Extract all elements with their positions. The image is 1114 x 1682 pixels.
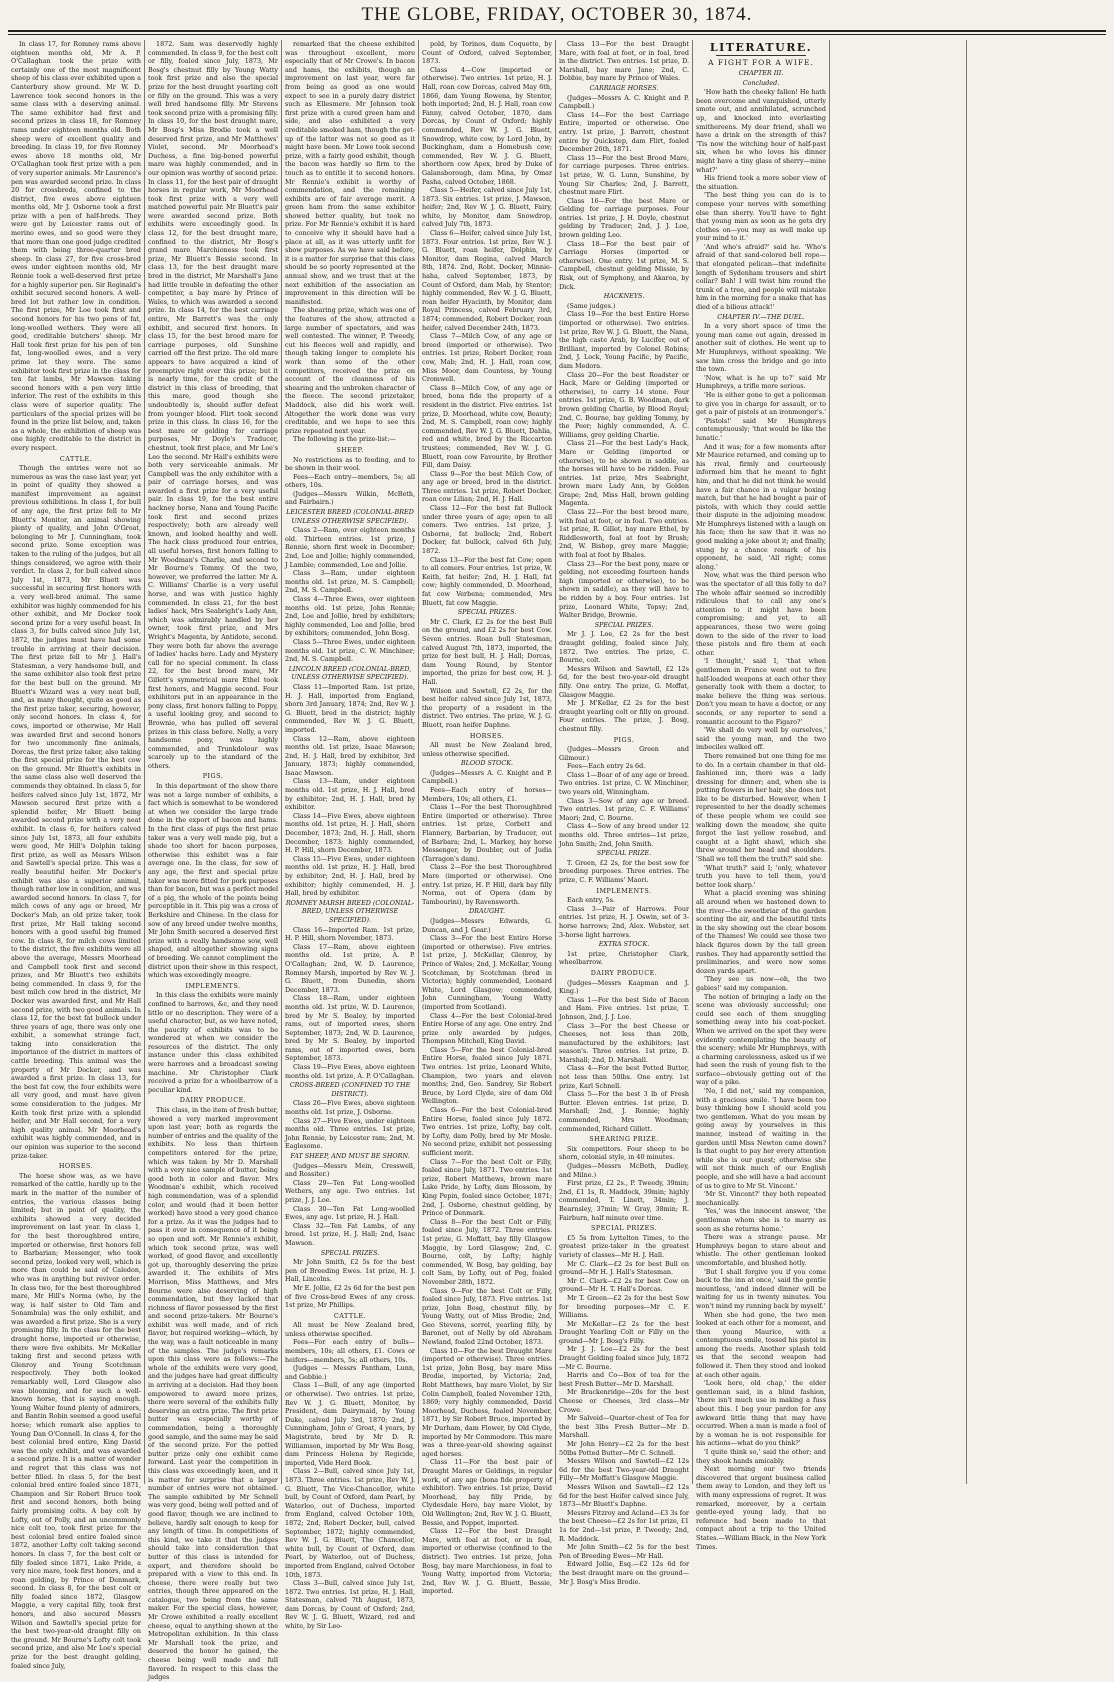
subheading: DRAUGHT. <box>469 907 505 916</box>
paragraph: Class 30—Ten Fat Long-woolled Ewes, any age. 1st prize, H. J. Hall. <box>285 1204 415 1222</box>
subheading: SPECIAL PRIZE. <box>596 849 652 858</box>
paragraph: When she had gone, the two men looked at each other for a moment, and then young Maurice, with a contemptuous smile, tossed his pistol in among the reeds. Another splash told us that the second weapon had followed it. Then they stood and looked at each other again. <box>696 1310 826 1379</box>
paragraph: Class 4—Cow (imported or otherwise). Two entries. 1st prize, H. J. Hall, roan cow Dorcas, calved May 6th, 1866, dam Young Rowena, by Stentor, both imported; 2nd, H. J. Hall, roan cow Fanny, calved October, 1870, dam Dorcas, by Count of Oxford; highly commended, Rev W. J. G. Bluett, Snowdrop, white cow, by Lord John, by Buckingham, dam a Homebush cow; commended, Rev W. J. G. Bluett, shorthorn cow Apex, bred by Duke of Galansborough, dam Mina, by Omar Pasha, calved October, 1868. <box>422 65 552 186</box>
column-5 <box>556 40 693 1586</box>
subheading: FAT SHEEP, AND MUST BE SHORN. <box>290 1152 410 1160</box>
section-heading: IMPLEMENTS. <box>185 981 241 990</box>
paragraph: First prize, £2 2s., P. Tweedy, 39min; 2nd, £1 1s, R. Maddock, 39min; highly commended, T. Linett, 34min; J. Bearnsley, 37min; W. Gray, 38min; R. Fairburn, half minute over time. <box>559 1179 689 1222</box>
paragraph: Class 26—Five Ewes, above eighteen months old. 1st prize, J. Osborne. <box>285 1099 415 1117</box>
paragraph: No restrictions as to feeding, and to be shown in their wool. <box>285 455 415 473</box>
paragraph: Class 19—For the best Entire Horse (imported or otherwise). Two entries. 1st prize, Rev W. J. G. Bluett, the Nana, the high caste Arab, by Lucifer, out of Brilliant, imported by Colonel Robins; 2nd, J. Lock, Young Pacific, by Pacific, dam Medora. <box>559 310 689 370</box>
paragraph: 'But I shall forgive you if you come back to the inn at once,' said the gentle mountless, 'and indeed dinner will be waiting for us in twenty minutes. You won't mind my running back by myself.' <box>696 1267 826 1310</box>
paragraph: Class 9—For the best Colt or Filly, foaled since July, 1873. Five entries. 1st prize, John Bosg, chestnut filly, by Young Watty, out of Miss Brodie; 2nd, Geo Stevens, sorrel, yearling filly, by Baronet, out of Nelly by old Abraham Newland, foaled 22nd October, 1873. <box>422 1286 552 1347</box>
paragraph: Class 13—Ram, under eighteen months old. 1st prize, H. J. Hall, bred by exhibitor; 2nd, H. J. Hall, bred by exhibitor. <box>285 777 415 812</box>
paragraph: Class 16—Imported Ram. 1st prize, H. P. Hill, shorn November, 1873. <box>285 925 415 943</box>
paragraph: 'Mr St. Vincent?' they both repeated mechanically. <box>696 1190 826 1207</box>
paragraph: (Judges—Messrs McBeth, Dudley, and Milne.) <box>559 1162 689 1179</box>
paragraph: remarked that the cheese exhibited was throughout excellent, more especially that of Mr Crowe's. In bacon and hams, the exhibits, though an improvement on last year, were far from being as good as one would expect to see in a purely dairy district such as Ellesmere. Mr Johnson took first prize with a cured green ham and side, and also exhibited a very creditable smoked ham, though the get-up of the latter was not so good as it might have been. Mr Lowe took second prize, with a fairly good exhibit, though the bacon was hardly so firm to the touch as to entitle it to second honors. Mr Rennie's exhibit is worthy of commendation, and the remaining exhibits are of fair average merit. A green ham from the same exhibitor showed better quality, but took no prize. For Mr Rennie's exhibit it is hard to conceive why it should have had a place at all, as it was utterly unfit for show purposes. As we have said before, it is a matter for surprise that this class should be so poorly represented at the annual show, and we trust that at the next exhibition of the association an improvement in this direction will be manifested. <box>285 40 415 306</box>
paragraph: Mr J. J. Loe—£2 2s for the best Draught Gelding foaled since July, 1872—Mr C. Bourne. <box>559 1345 689 1371</box>
paragraph: Class 18—For the best pair of Carriage Horses (imported or otherwise). One entry. 1st prize, M. S. Campbell, chestnut gelding Missie, by Risk, out of Symphony, and Akaroa, by Dick. <box>559 239 689 291</box>
paragraph: (Judges—Messrs Kaapman and J. King.) <box>559 978 689 996</box>
paragraph: Messrs Wilson and Sawtell, £2 12s 6d, for the best two-year-old draught filly. One entry. The prize, G. Moffat, Glasgow Maggie. <box>559 664 689 699</box>
subheading: CARRIAGE HORSES. <box>589 83 659 92</box>
paragraph: Class 3—For the best Entire Horse (imported or otherwise). Five entries. 1st prize, J. McKellar, Glenroy, by Prince of Wales; 2nd, J. McKellar, Young Scotchman, by Scotchman (bred in Victoria); highly commended, Leonard White, Lord Glasgow; commended, John Cunningham, Young Watty (imported from Scotland). <box>422 934 552 1011</box>
title-rule <box>716 55 806 56</box>
paragraph: Mr McKellar—£2 2s for the best Draught Yearling Colt or Filly on the ground—Mr J. Bosg's Filly. <box>559 1319 689 1345</box>
paragraph: Harris and Co—Box of tea for the best Fresh Butter—Mr D. Marshall. <box>559 1371 689 1388</box>
section-heading: DAIRY PRODUCE. <box>590 968 658 977</box>
paragraph: Class 5—For the best 3 lb of Fresh Butter. Eleven entries. 1st prize, D. Marshall; 2nd, J. Rennie; highly commended, Mrs Woodman; commended, Richard Gillett. <box>559 1090 689 1133</box>
paragraph: Class 2—Ram, over eighteen months old. Thirteen entries. 1st prize, J Rennie, shorn first week in December; 2nd, Loe and Jollie; highly commended, J Lambie; commended, Loe and Jollie. <box>285 526 415 569</box>
paragraph: Class 5—For the best Colonial-bred Entire Horse, foaled since July 1871. Two entries. 1st prize, Leonard White, Champion, two years and eleven months; 2nd, Geo. Sandrey, Sir Robert Bruce, by Lord Clyde, sire of dam Old Wellington. <box>422 1045 552 1106</box>
paragraph: Messrs Wilson and Sawtell—£2 12s 6d for the best Heifer calved since July, 1873—Mr Bluett's Daphne. <box>559 1482 689 1509</box>
paragraph: Class 12—For the best fat Bullock under three years of age; open to all comers. Two entries. 1st prize, J. Osborne, fat bullock; 2nd, Robert Docker, fat bullock, calved 6th July, 1872. <box>422 504 552 556</box>
paragraph: Class 3—Pair of Harrows. Four entries. 1st prize, H. J. Oswin, set of 3-horse harrows; 2nd, Alex. Webster, set 3-horse light harrows. <box>559 904 689 939</box>
paragraph: (Judges—Messrs Edwards, G. Duncan, and J. Gear.) <box>422 916 552 934</box>
paragraph: Messrs Wilson and Sawtell—£2 12s 6d for the best Two-year-old Draught Filly—Mr Moffatt's Glasgow Maggie. <box>559 1457 689 1483</box>
paragraph: In this class the exhibits were mainly confined to harrows, &c, and they need little or no description. They were of a useful character, but, as we have noted, the paucity of exhibits was to be wondered at when we consider the resources of the district. The only instance under this class exhibited were harrows and a broadcast sowing machine. Mr Christopher Clark received a prize for a wheelbarrow of a peculiar kind. <box>148 991 278 1094</box>
paragraph: Class 2—Bull, calved since July 1st, 1873. Three entries. 1st prize, Rev W. J. G. Bluett, The Vice-Chancellor, white bull, by Count of Oxford, dam Pearl, by Waterloo, out of Duchess, imported from England, calved October 10th, 1872; 2nd, Robert Docker, bull, calved September, 1872; highly commended, Rev W. J. G. Bluett, The Chancellor, white bull, by Count of Oxford, dam Pearl, by Waterloo, out of Duchess, imported from England, calved October 10th, 1873. <box>285 1467 415 1579</box>
paragraph: Fees—Each entry of horses—Members, 10s; all others, £1. <box>422 786 552 803</box>
subheading: BLOOD STOCK. <box>460 759 514 768</box>
paragraph: In this department of the show there was not a large number of exhibits, a fact which is somewhat to be wondered at when we consider the large trade done in the export of bacon and hams. In the first class of pigs the first prize taker was a very well made pig, but a shade too short for bacon purposes, otherwise this exhibit was a fair average one. In the class, for sow of any age, the first and special prize taker was more fitted for pork purposes than for bacon, but was a perfect model of a pig, the whole of the points being perceptible in it. This pig was a cross of Berkshire and Chinese. In the class for sow of any breed under twelve months, Mr John Smith secured a deserved first prize with a really handsome sow, well shaped, and altogether showing signs of breeding. We cannot compliment the district upon their show in this respect, which was exceedingly meagre. <box>148 782 278 980</box>
paragraph: 'Pistols!' said Mr Humphreys contemptuously; 'that would be like the lunatic.' <box>696 416 826 442</box>
paragraph: 1872. Sam was deservedly highly commended. In class 9, for the best colt or filly, foaled since July, 1873, Mr Bosg's chestnut filly by Young Watty took first prize and also the special prize for the best draught yearling colt or filly on the ground. This was a very well bred handsome filly. Mr Stevens took second prize with a promising filly. In class 10, for the best draught mare, Mr Bosg's Miss Brodie took a well deserved first prize, and Mr Matthews' Violet, second. Mr Moorhead's Duchess, a fine big-boned powerful mare was highly commended, and in our opinion was worthy of second prize. In class 11, for the best pair of draught horses in regular work, Mr Moorhead took first prize with a very well matched powerful pair. Mr Bluett's pair were awarded second prize. Both exhibits were exceedingly good. In class 12, for the best draught mare, confined to the district, Mr Bosg's grand mare Marchioness took first prize, Mr Bluett's Bessie second. In class 13, for the best draught mare bred in the district, Mr Marshall's Jane had little trouble in defeating the other competitor, a bay mare by Prince of Wales, to which was awarded a second prize. In class 14, for the best carriage entire, Mr Barrett's was the only exhibit, and secured first honors. In class 15, for the best brood mare for carriage purposes, old Sunshine carried off the first prize. The old mare appears to have acquired a kind of preemptive right over this prize; but it is nearly time, for the credit of the district in this class of breeding, that this mare, good though she undoubtedly is, should suffer defeat from younger blood. Flirt took second prize in this class. In class 16, for the best mare or gelding for carriage purposes, Mr Doyle's Traducer, chestnut, took first place, and Mr Loe's Leo the second. Mr Hall's exhibits were both very serviceable animals. Mr Campbell was the only exhibitor with a pair of carriage horses, and was awarded a first prize for a very useful pair. In class 19, for the best entire hackney horse, Nana and Young Pacific took first and second prizes respectively; both are already well known, and looked healthy and well. The hack class produced four entries, all useful horses, first honors falling to Mr Woodman's Charlie, and second to Mr Bourne's Tommy. Of the two, however, we preferred the latter. Mr A. C. Williams' Charlie is a very useful horse, and was with justice highly commended. In class 21, for the best ladies' hack, Mrs Seabright's Lady Ann, which was admirably handled by her owner, took first prize, and Mrs Wright's Magenta, by Antidote, second. They were both far above the average of ladies' hacks here. Lady and Mystery call for no special comment. In class 22, for the best brood mare, Mr Gillett's symmetrical mare Ethel took first honors, and Maggie second. Four exhibitors put in an appearance in the pony class, first honors falling to Poppy, a useful looking grey, and second to Brownie, who has pulled off several prizes in this class before. Nelly, a very handsome pony, was highly commended, and Trunkdolour was scarcely up to the standard of the others. <box>148 40 278 770</box>
paragraph: Class 1—Boar of of any age or breed. Two entries. 1st prize, C. W. Minchiner, two years old, Winningham. <box>559 770 689 797</box>
column-1 <box>8 40 145 1670</box>
paragraph: Next morning our two friends discovered that urgent business called them away to London, and they left us with many expressions of regret. It was remarked, moreover, by a certain gentle-eyed young lady, that no reference had been made to that compact about a trip to the United States.—William Black, in the New York Times. <box>696 1465 826 1551</box>
subheading: EXTRA STOCK. <box>598 940 650 949</box>
paragraph: Class 18—Ram, under eighteen months old. 1st prize, W. D. Laurence, bred by Mr S. Bealey, by imported rams, out of imported ewes, shorn September, 1873; 2nd, W. D. Laurence, bred by Mr S. Bealey, by imported rams, out of imported ewes, born September, 1873. <box>285 994 415 1063</box>
paragraph: Mr J. J. Loe, £2 2s for the best draught gelding, foaled since July, 1872. Two entries. The prize, C. Bourne, colt. <box>559 630 689 665</box>
section-heading: CATTLE. <box>333 1311 367 1320</box>
subheading: CHAPTER III. <box>738 69 784 77</box>
paragraph: Class 3—For the best Cheese or Cheeses, not less than 20lb, manufactured by the exhibitors; last season's. Three entries. 1st prize, D. Marshall; 2nd, D. Marshall. <box>559 1021 689 1064</box>
paragraph: Class 19—Five Ewes, above eighteen months old. 1st prize, A. P. O'Callaghan. <box>285 1063 415 1080</box>
paragraph: (Judges—Messrs Wilkin, McBeth, and Fairbairn.) <box>285 489 415 507</box>
paragraph: Class 14—For the best Carriage Entire, imported or otherwise. One entry. 1st prize, J. Barrett, chestnut entire by Quickstep, dam Flirt, foaled December 26th, 1871. <box>559 110 689 154</box>
paragraph: Wilson and Sawtell, £2 2s, for the best heifer calved since July 1st, 1873, the property of a resident in the district. Two entries. The prize, W. J. G. Bluett, roan heifer Daphne. <box>422 686 552 729</box>
paragraph: His friend took a more sober view of the situation. <box>696 174 826 191</box>
subheading: HACKNEYS. <box>603 292 645 301</box>
section-heading: SHEEP. <box>336 445 364 454</box>
paragraph: Class 22—For the best brood mare, with foal at foot, or in foal. Two entries. 1st prize, R. Gillet, bay mare Ethel, by Riddlesworth, foal at foot by Brush; 2nd, W. Bishop, grey mare Maggie; with foal at foot by Bhales. <box>559 508 689 560</box>
paragraph: pold, by Torinos, dam Coquette, by Count of Oxford, calved September, 1873. <box>422 40 552 66</box>
paragraph: Class 3—Ram, under eighteen months old. 1st prize, M. S. Campbell; 2nd, M. S. Campbell. <box>285 569 415 595</box>
paragraph: Class 20—For the best Roadster or Hack, Mare or Gelding (imported or otherwise), to carry 14 stone. Four entries. 1st prize, G. B. Woodman, dark brown gelding Charlie, by Blood Royal; 2nd, C. Bourne, bay gelding Tommy, by the Peer; highly commended, A. C. Williams, grey gelding Charlie. <box>559 370 689 439</box>
paragraph: Mr J. M'Kellar, £2 2s for the best draught yearling colt or filly on ground. Four entries. The prize, J. Bosg, chestnut filly. <box>559 699 689 733</box>
paragraph: All must be New Zealand bred, unless otherwise specified. <box>285 1321 415 1338</box>
paragraph: Six competitors. Four sheep to be shorn, colonial style, in 40 minutes. <box>559 1144 689 1162</box>
subheading: SPECIAL PRIZES. <box>457 608 517 617</box>
paragraph: Mr John Smith—£2 5s for the best Pen of Breeding Ewes—Mr Hall. <box>559 1543 689 1560</box>
paragraph: Class 3—Sow of any age or breed. Two entries. 1st prize, C. F. Williams' Maori; 2nd, C. Bourne. <box>559 796 689 822</box>
paragraph: £5 5s from Lyttelton Times, to the greatest prize-taker in the greatest variety of classes—Mr H. J. Hall. <box>559 1233 689 1259</box>
column-7 <box>830 40 967 1484</box>
paragraph: Mr John Smith, £2 5s for the best pen of Breeding Ewes. 1st prize, H. J. Hall, Lincolns. <box>285 1258 415 1284</box>
paragraph: All must be New Zealand bred, unless otherwise specified. <box>422 741 552 758</box>
paragraph: Mr C. Clark—£2 2s for best Bull on ground—Mr H. J. Hall's Statesman. <box>559 1259 689 1277</box>
column-8 <box>967 40 1104 1484</box>
paragraph: 'We shall do very well by ourselves,' said the young man, and the two imbeciles walked off. <box>696 726 826 752</box>
paragraph: Class 6—Heifer, calved since July 1st, 1873. Four entries. 1st prize, Rev W. J. G. Bluett, roan heifer, Dolphin, by Monitor, dam Regina, calved March 8th, 1874. 2nd, Robt. Docker, Minnie-haha, calved September, 1873, by Count of Oxford, dam Mab, by Stentor; highly commended, Rev W. J. G. Bluett, roan heifer Hyacinth, by Monitor, dam Royal Princess, calved February 3rd, 1874; commended, Robert Docker, roan heifer, calved December 24th, 1873. <box>422 229 552 332</box>
paragraph: Class 9—For the best Milch Cow, of any age or breed, bred in the district. Three entries. 1st prize, Robert Docker, roan cow Lilian; 2nd, H. J. Hall. <box>422 469 552 504</box>
column-2 <box>145 40 282 1682</box>
paragraph: The horse show was, as we have remarked of the cattle, hardly up to the mark in the matter of the number of entries, the various classes being limited; but in point of quality, the exhibits showed a very decided improvement on last year. In class 1, for the best thoroughbred entire, imported or otherwise, first honors fell to Barbarian; Messenger, who took second prize, looked very well, which is more than could be said of Caledon, who was in anything but revivor order. In class two, for the best thoroughbred mare, Mr Hill's Norma (who, by the way, is half sister to Old Tam and Sonambula) was the only exhibit, and was awarded a first prize. She is a very promising filly. In the class for the best draught horse, imported or otherwise, there were five exhibits. Mr McKellar taking first and second prizes with Glenroy and Young Scotchman respectively. They both looked remarkably well, Lord Glasgow also was blooming, and for such a well-known horse, that is saying enough. Young Walter found plenty of admirers, and Bantin Robin seemed a good useful horse; which remark also applies to Young Dan O'Connell. In class 4, for the best colonial bred entire, King David was the only exhibit, and was awarded a second prize. It is a matter of wonder and regret that this class was not better filled. In class 5, for the best colonial bred entire foaled since 1871, Champion and Sir Robert Bruce took first and second honors, both being fairly promising colts. A bay colt by Lofty, out of Polly, and an uncommonly nice colt too, took first prize for the best colonial bred entire foaled since 1872, another Lofty colt taking second honors. In class 7, for the best colt or filly foaled since 1871, Lake Pride, a very nice mare, took first honors, and a roan gelding, by Prince of Denmark, second. In class 8, for the best colt or filly foaled since 1872, Glasgow Maggie, a very capital filly, took first honors, and also secured Messrs Wilson and Sawtell's special prize for the best two-year-old draught filly on the ground. Mr Bourne's Lofty colt took second prize, and also Mr Loe's special prize for the best draught gelding, foaled since July, <box>11 1171 141 1670</box>
paragraph: Class 6—For the best Colonial-bred Entire Horse, foaled since July 1872. Two entries. 1st prize, Lofty, bay colt, by Lofty, dam Polly, bred by Mr Mosle. No second prize, exhibit not possessing sufficient merit. <box>422 1106 552 1157</box>
paragraph: Class 5—Heifer, calved since July 1st, 1873. Six entries. 1st prize, J. Mawson, heifer; 2nd, Rev W. J. G. Bluett, Fairy, white, by Monitor, dam Snowdrop, calved July 7th, 1873. <box>422 186 552 229</box>
paragraph: Mr John Henry—£2 2s for the best 50lbs Potted Butter—Mr C. Schnell. <box>559 1440 689 1457</box>
subheading: CHAPTER IV.—THE DUEL. <box>717 312 805 321</box>
paragraph: Fees—Each entry—members, 5s; all others, 10s. <box>285 472 415 490</box>
paragraph: Class 21—For the best Lady's Hack, Mare or Gelding (imported or otherwise), to be shown in saddle, as the horses will have to be ridden. Four entries. 1st prize, Mrs Seabright, brown mare Lady Ann, by Golden Grape; 2nd, Miss Hall, brown gelding Magenta. <box>559 439 689 508</box>
paragraph: Class 14—Five Ewes, above eighteen months old. 1st prize, H. J. Hall, shorn December, 1873; 2nd, H. J. Hall, shorn December, 1873; highly commended, H. P. Hill, shorn December, 1873. <box>285 811 415 855</box>
paragraph: Though the entries were not so numerous as was the case last year, yet in point of quality they showed a manifest improvement as against previous exhibitions. In class 1, for bull of any age, the first prize fell to Mr Bluett's Monitor, an animal showing plenty of quality, and John O'Groat, belonging to Mr J. Cunningham, took second prize. Some exception was taken to the ruling of the judges, but all things considered, we agree with their verdict. In class 2, for bull calved since July 1st, 1873, Mr Bluett was successful in securing first honors with a very well-bred animal. The same exhibitor was highly commended for his other exhibit, and Mr Docker took second prize for a very useful beast. In class 3, for bulls calved since July 1st, 1872, the judges must have had some trouble in arriving at their decision. The first prize fell to Mr J. Hall's Statesman, a very handsome bull, and the same exhibitor also took first prize for the best bull on the ground. Mr Bluett's Wizard was a very neat bull, and, as many thought, quite as good as the first prize taker, securing, however, only second honors. In class 4, for cows, imported or otherwise, Mr Hall was awarded first and second honors for two uncommonly fine animals, Dorcas, the first prize taker, also taking the first special prize for the best cow on the ground. Mr Bluett's exhibits in the same class also well deserved the commends they obtained. In class 5, for heifers calved since July 1st, 1872, Mr Mawson secured first prize with a splendid heifer, Mr Bluett being awarded second prize with a very neat exhibit. In class 6, for heifers calved since July 1st, 1873, all four exhibits were good, Mr Hill's Dolphin taking first prize, as well as Messrs Wilson and Sawtell's special prize. This was a really beautiful heifer. Mr Docker's exhibit was also a superior animal, though rather low in condition, and was awarded second honors. In class 7, for milch cows of any age or breed, Mr Docker's Mab, an old prize taker, took first prize, Mr Hall taking second honors with a good useful big framed cow. In class 8, for milch cows limited to the district, the five exhibits were all above the average, Messrs Moorhead and Campbell took first and second prizes, and Mr Bluett's two exhibits being commended. In class 9, for the best milch cow bred in the district, Mr Docker was awarded first, and Mr Hall second prize, with two good animals. In class 12, for the best fat bullock under three years of age, there was only one exhibit, a somewhat strange fact, taking into consideration the importance of the district in matters of cattle breeding. This animal was the property of Mr Docker, and was awarded a first prize. In class 13, for the best fat cow, the four exhibits were all very good, and must have given some consideration to the judges. Mr Keith took first prize with a splendid heifer, and Mr Hall second, for a very high quality animal. Mr Moorhead's exhibit was highly commended, and in our opinion was superior to the second prize-taker. <box>11 464 142 1160</box>
paragraph: 'Yes,' was the innocent answer, 'the gentleman whom she is to marry as soon as she returns home.' <box>696 1207 826 1233</box>
section-heading: DAIRY PRODUCE. <box>179 1096 247 1105</box>
paragraph: Class 1—Bull, of any age (imported or otherwise). Two entries. 1st prize, Rev W. J. G. Bluett, Monitor, by President, dam Dairymaid, by Young Duke, calved July 3rd, 1870; 2nd, J. Cunningham, John o' Groat, 4 years, by Magistrate, bred by Mr D. R. Williamson, imported by Mr Wm Bosg, dam Princess Helena by Regicide, imported, Vide Herd Book. <box>285 1381 415 1467</box>
paragraph: Class 12—Ram, above eighteen months old. 1st prize, Isaac Mawson; 2nd, H. J. Hall, bred by exhibitor, 3rd January, 1873; highly commended, Isaac Mawson. <box>285 734 415 777</box>
subheading: SPECIAL PRIZES. <box>594 620 654 629</box>
paragraph: Mr Brackenridge—20s for the best Cheese or Cheeses, 3rd class—Mr Crowe. <box>559 1388 689 1414</box>
paragraph: Mr Salveid—Quarter-chest of Tea for the best 3lbs Fresh Butter—Mr D. Marshall. <box>559 1414 689 1440</box>
paragraph: Class 4—For the best Colonial-bred Entire Horse of any age. One entry. 2nd prize only awarded by judges, Thompson Mitchell, King David. <box>422 1011 552 1046</box>
paragraph: Class 1—For the best Side of Bacon and Ham. Five entries. 1st prize, T. Johnson, 2nd, J. J. Loe. <box>559 995 689 1021</box>
paragraph: 'No, I did not,' said my companion, with a gracious smile. 'I have been too busy thinking how I should scold you two gentlemen. What do you mean by going away by yourselves in this manner, instead of waiting in the garden until Miss Newton came down? Is that ought to pay her every attention while she is our guest; otherwise she will not think much of our English people, and she will have a bad account of us to give to Mr St. Vincent.' <box>696 1087 826 1190</box>
section-title: LITERATURE. <box>709 41 813 54</box>
paragraph: Mr C. Clark, £2 2s for the best Bull on the ground, and £2 2s for best Cow. Seven entries. Roan bull Statesman, calved August 7th, 1873, imported, the prize for best bull, H. J. Hall; Dorcas, dam Young Round, by Stentor imported, the prize for best cow, H. J. Hall. <box>422 617 552 686</box>
paragraph: Class 29—Ten Fat Long-woolled Wethers, any age. Two entries. 1st prize, J. J. Loe. <box>285 1178 415 1204</box>
paragraph: Messrs Fitzroy and Acland—£3 3s for the best Cheese—£2 2s for 1st prize, £1 1s for 2nd—1st prize, P. Tweedy; 2nd, R. Maddock. <box>559 1508 689 1543</box>
paragraph: The shearing prize, which was one of the features of the show, attracted a large number of spectators, and was well contested. The winner, P. Tweedy, cut his fleeces well and rapidly, and though taking longer to complete his work than some of the other competitors, received the prize on account of the cleanness of his shearing and the unbroken character of the fleece. The second prizetaker, Maddock, also did his work well. Altogether the work done was very creditable, and we hope to see this prize repeated next year. <box>285 306 415 435</box>
paragraph: 'I quite think so,' said the other; and they shook hands amicably. <box>696 1448 826 1465</box>
paragraph: Class 13—For the best Draught Mare, with foal at foot, or in foal, bred in the district. Two entries. 1st prize, D. Marshall, bay mare Jane; 2nd, C. Dobbie, bay mare by Prince of Wales. <box>559 40 689 83</box>
paragraph: Class 4—For the best Potted Butter, not less than 50lbs. One entry. 1st prize, Karl Schnell. <box>559 1064 689 1090</box>
paragraph: 'What truth?' said I; 'only, whatever truth you have to tell them, you'd better look sharp.' <box>696 863 826 889</box>
paragraph: Class 32—Ten Fat Lambs, of any breed. 1st prize, H. J. Hall; 2nd, Isaac Mawson. <box>285 1221 415 1247</box>
paragraph: Class 11—Imported Ram. 1st prize, H. J. Hall, imported from England, shorn 3rd January, 1874; 2nd, Rev W. J. G. Bluett, bred in the district; highly commended, Rev W. J. G. Bluett, imported. <box>285 682 415 734</box>
paragraph: 'He is either gone to get a policeman to give you in charge for assault, or to get a pair of pistols at an ironmonger's.' <box>696 390 826 417</box>
page-columns <box>8 40 1106 1682</box>
paragraph: Class 12—For the best Draught Mare, with foal at foot, or in foal, imported or otherwise (confined to the district). Two entries. 1st prize, John Bosg, bay mare Marchioness, in foal to Young Watty, imported from Victoria; 2nd, Rev W. J. G. Bluett, Bessie, imported. <box>422 1527 552 1596</box>
paragraph: T. Green, £2 2s, for the best sow for breeding purposes. Three entries. The prize, C. F. Williams' Maori. <box>559 858 689 884</box>
story-title: A FIGHT FOR A WIFE. <box>708 58 814 67</box>
paragraph: 'How hath the cheeky fallen! He hath been overcome and vanquished, utterly smote out, and annihilated, scrunched up, and knocked into everlasting smithereens. My dear friend, shall we have a drink on the strength of this? 'Tis now the witching hour of half-past six, when he who loves his dinner might have a tiny glass of sherry—mine what?' <box>696 88 826 174</box>
section-heading: CATTLE. <box>59 454 93 463</box>
paragraph: And it was; for a few moments after Mr Maurice returned, and coming up to his rival, firmly and courteously informed him that he meant to fight him, and that he did not think he would have a fair chance in a vulgar boxing match, but that he had bought a pair of pistols, with which they could settle their dispute in the adjoining meadow. Mr Humphreys listened with a laugh on his face; then he saw that it was no good making a joke about it; and finally, stung by a chance remark of his opponent, he said, 'All right; come along.' <box>696 442 826 571</box>
paragraph: 'They see us now—oh, the two gabies!' said my companion. <box>696 975 826 992</box>
paragraph: 'Now, what is he up to?' said Mr Humphreys, a trifle more serious. <box>696 373 826 391</box>
paragraph: Class 8—Milch Cow, of any age or breed, bona fide the property of a resident in the district. Five entries. 1st prize, D. Moorhead, white cow, Beauty; 2nd, M. S. Campbell, roan cow; highly commended, Rev W. J. G. Bluett, Dahlia, red and white, bred by the Riccarton trustees; commended, Rev W. J. G. Bluett, roan cow Favourite, by Brother Fill, dam Daisy. <box>422 383 552 470</box>
paragraph: 'Look here, old chap,' the elder gentleman said, in a blind fashion, 'there isn't much use in making a fuss about this. I beg your pardon for any awkward little thing that may have occurred. When a man is made a fool of by a woman he is not responsible for his actions—what do you think?' <box>696 1379 826 1448</box>
paragraph: Class 2—For the best Thoroughbred Mare (imported or otherwise). One entry. 1st prize, H. P. Hill, dark bay filly Norma, out of Opera (dam by Tambourini), by Ravensworth. <box>422 863 552 906</box>
section-heading: PIGS. <box>613 735 635 744</box>
paragraph: Class 11—For the best pair of Draught Mares or Geldings, in regular work, of any age (bona fide property of exhibitor). Two entries. 1st prize, David Moorhead, bay filly Pride, by Clydesdale Hero, bay mare Violet, by Old Wellington; 2nd, Rev W. J. G. Bluett, Bessie, and Poppet, imported. <box>422 1458 552 1527</box>
paragraph: There was a strange pause. Mr Humphreys began to stare about and whistle. The other gentleman looked uncomfortable, and blushed hotly. <box>696 1233 826 1267</box>
paragraph: (Same judges.) <box>567 301 616 310</box>
section-heading: HORSES. <box>58 1162 94 1171</box>
paragraph: The following is the prize-list:— <box>293 435 396 444</box>
paragraph: 1st prize, Christopher Clark, wheelbarrow. <box>559 949 689 967</box>
subheading: LEICESTER BREED (COLONIAL-BRED UNLESS OTHERWISE SPECIFIED). <box>286 508 414 525</box>
section-heading: PIGS. <box>202 772 224 781</box>
paragraph: Edward Jollie, Esq.—£2 12s 6d for the best draught mare on the ground—Mr J. Bosg's Miss Brodie. <box>559 1560 689 1586</box>
subheading: Concluded. <box>742 78 780 87</box>
paragraph: Now, what was the third person who was the spectator of all this folly to do? The whole affair seemed so incredibly ridiculous that to call any one's attention to it might have been compromising; and yet, to all appearances, these two were going down to the side of the river to load these pistols and fire them at each other. <box>696 571 826 657</box>
paragraph: Fees—For each entry of bulls—members, 10s; all others, £1. Cows or heifers—members, 5s; all others, 10s. <box>285 1338 415 1364</box>
paragraph: (Judges—Messrs Mein, Cresswell, and Rossiter.) <box>285 1161 415 1179</box>
paragraph: Class 7—For the best Colt or Filly, foaled since July, 1871. Two entries. 1st prize, Robert Matthews, brown mare Lake Pride, by Lofty, dam Blossom, by King Pepin, foaled since October, 1871; 2nd, J. Osborne, chestnut gelding, by Prince of Denmark. <box>422 1157 552 1218</box>
paragraph: Class 7—Milch Cow, of any age or breed (imported or otherwise). Two entries. 1st prize, Robert Docker, roan cow, Mab; 2nd, H. J. Hall, roan cow, Miss Moor, dam Countess, by Young Cromwell. <box>422 332 552 384</box>
paragraph: Class 4—Three Ewes, over eighteen months old. 1st prize, John Rennie; 2nd, Loe and Jollie, bred by exhibitors; highly commended, Loe and Jollie, bred by exhibitors; commended, John Bosg. <box>285 595 415 638</box>
paragraph: Each entry, 5s. <box>567 896 615 905</box>
paragraph: Class 15—Five Ewes, under eighteen months old. 1st prize, H. J. Hall, bred by exhibitor; 2nd, H. J. Hall, bred by exhibitor; highly commended, H. J. Hall, bred by exhibitor. <box>285 854 415 898</box>
paragraph: Class 4—Sow of any breed under 12 months old. Three entries—1st prize, John Smith; 2nd, John Smith. <box>559 822 689 848</box>
paragraph: Class 3—Bull, calved since July 1st, 1872. Two entries. 1st prize, H. J. Hall, Statesman, calved 7th August, 1873, dam Dorcas, by Count of Oxford; 2nd, Rev W. J. G. Bluett, Wizard, red and white, by Sir Leo- <box>285 1579 415 1631</box>
paragraph: This class, in the item of fresh butter, showed a very marked improvement upon last year; both as regards the number of entries and the quality of the exhibits. No less than thirteen competitors entered for the prize, which was taken by Mr D. Marshall with a very nice sample of butter, being good both in color and flavor. Mrs Woodman's exhibit, which received high commendation, was of a splendid color, and would (had it been better worked) have stood a very good chance for a prize. As it was the judges had to pass it over in consequence of it being so open and soft. Mr Rennie's exhibit, which took second prize, was well worked, of good flavor, and excellently got up, thoroughly deserving the prize awarded it. The exhibits of Mrs Morrison, Miss Matthews, and Mrs Bourne were also deserving of high commendation, but they lacked that richness of flavor possessed by the first and second prize-takers. Mr Bourne's exhibit was well made, and of rich flavor, but required working—which, by the way, was a fault noticeable in many of the samples. The judge's remarks upon this class were as follows:—The whole of the exhibits were very good, and the judges have had great difficulty in arriving at a decision. Had they been empowered to award more prizes, there were several of the exhibits fully deserving an extra prize. The first prize butter was especially worthy of commendation, being a thoroughly good sample, and the same may be said of the second prize. For the potted butter prize only one exhibit came forward. Last year the competition in this class was exceedingly keen, and it is matter for surprise that a larger number of entries were not obtained. The sample exhibited by Mr Schnell was very good, being well potted and of good flavor, though we are inclined to believe, hardly salt enough to keep for any length of time. In competitions of this kind, we take it that the judges should take into consideration that butter of this class is intended for export, and therefore should be prepared with a view to this end. In cheese, there were really but two entries, though three appeared on the catalogue, two being from the same maker. For the special class, however, Mr Crowe exhibited a really excellent cheese, equal to anything shown at the Metropolitan exhibition. In this class Mr Marshall took the prize, and deserved the honor he gained, the cheese being well made and full flavored. In respect to this class the judges <box>148 1106 278 1682</box>
paragraph: Class 17—Ram, above eighteen months old. 1st prize, A. P. O'Callaghan; 2nd, W. D. Laurence, Romney Marsh, imported by Rev W. J. G. Bluett, from Dunedin, shorn December, 1873. <box>285 942 415 994</box>
section-heading: SPECIAL PRIZES. <box>590 1224 658 1233</box>
paragraph: Fees—Each entry 2s 6d. <box>567 762 646 771</box>
section-heading: HORSES. <box>469 731 505 740</box>
paragraph: Class 8—For the best Colt or Filly, foaled since July, 1872. Three entries. 1st prize, G. Moffatt, bay filly Glasgow Maggie, by Lord Glasgow; 2nd, C. Bourne, colt, by Lofty; highly commended, W. Bosg, bay gelding, bay colt Sam, by Lofty, out of Peg, foaled November 28th, 1872. <box>422 1217 552 1286</box>
masthead-rule-thin <box>8 34 1106 35</box>
paragraph: There remained but one thing for me to do. In a certain chamber in that old-fashioned inn, there was a lady dressing for dinner; and, when she is putting flowers in her hair, she does not like to be disturbed. However, when I represented to her the deadly schemes of these people whom we could see walking down the meadow, she quite forgot the last yellow rosebud, and caught at a light shawl, which she threw around her head and shoulders. 'Shall we tell them the truth?' said she. <box>696 751 826 864</box>
paragraph: (Judges—Messrs A. C. Knight and P. Campbell.) <box>422 768 552 786</box>
paragraph: (Judges—Messrs Green and Gilmour.) <box>559 745 689 762</box>
paragraph: Class 15—For the best Brood Mare, for carriage purposes. Three entries. 1st prize, W. G. Lunn, Sunshine, by Young Sir Charles; 2nd, J. Barrett, chestnut mare Flirt. <box>559 153 689 197</box>
paragraph: 'I thought,' said I, 'that when gentlemen in France went out to fire half-loaded weapons at each other they generally took with them a doctor, to make believe the thing was serious. Don't you mean to have a doctor, or any seconds, or any reporter to send a romantic account to the Figaro?' <box>696 657 826 726</box>
masthead-rule <box>8 30 1106 32</box>
paragraph: Class 16—For the best Mare or Gelding for carriage purposes. Four entries. 1st prize, J. H. Doyle, chestnut gelding by Traducer; 2nd, J. J. Loe, brown gelding Leo. <box>559 196 689 240</box>
paragraph: (Judges—Messrs A. C. Knight and P. Campbell.) <box>559 93 689 111</box>
paragraph: Class 10—For the best Draught Mare (imported or otherwise). Three entries. 1st prize, John Bosg, bay mare Miss Brodie, imported, by Victoria; 2nd, Robt Matthews, bay mare Violet, by Sir Colin Campbell, foaled November 12th, 1869; very highly commended, David Moorhead, Duchess, foaled November, 1871, by Sir Robert Bruce, imported by Mr Durham, dam Flower, by Old Clyde, imported by Mr Commodore. This mare was a three-year-old showing against aged horses. <box>422 1346 552 1458</box>
column-3 <box>282 40 419 1631</box>
paragraph: In a very short space of time the young man came out again, dressed in another suit of clothes. He went up to Mr Humphreys, without speaking. 'We saw him cross the bridge and go into the town. <box>696 322 826 374</box>
paragraph: Class 5—Three Ewes, under eighteen months old. 1st prize, C. W. Minchiner; 2nd, M. S. Campbell. <box>285 637 415 664</box>
masthead: THE GLOBE, FRIDAY, OCTOBER 30, 1874. <box>361 4 753 25</box>
section-heading: SHEARING PRIZE. <box>589 1135 659 1144</box>
paragraph: 'And who's afraid?' said he. 'Who's afraid of that sand-colored bell rope—that elongated pelican—that indefinite length of Sydenham trousers and shirt collar? Bah! I will twist him round the trunk of a tree, and people will mistake him in the morning for a snake that has died of a bilious attack!' <box>696 242 826 312</box>
paragraph: Class 27—Five Ewes, under eighteen months old. Three entries. 1st prize, John Rennie, by Leicester ram; 2nd, M. Eaglesome. <box>285 1116 415 1151</box>
paragraph: Class 23—For the best pony, mare or gelding, not exceeding fourteen hands high (imported or otherwise), to be shown in saddle), as they will have to be ridden by a boy. Four entries. 1st prize, Leonard White, Topsy; 2nd, Walter Bridge, Brownie. <box>559 559 689 620</box>
column-6 <box>693 40 830 1551</box>
subheading: ROMNEY MARSH BREED (COLONIAL-BRED, UNLESS OTHERWISE SPECIFIED). <box>285 898 415 924</box>
paragraph: Mr E. Jollie, £2 2s 6d for the best pen of five Cross-bred Ewes of any cross. 1st prize, Mr Phillips. <box>285 1283 416 1310</box>
section-heading: IMPLEMENTS. <box>596 886 652 895</box>
paragraph: Mr T. Green—£2 2s for the best Sow for breeding purposes—Mr C. F. Williams. <box>559 1293 689 1320</box>
paragraph: The notion of bringing a lady on the scene was obviously successful; one could see each of them snuggling something away into his coat-pocket. When we arrived on the spot they were evidently contemplating the beauty of the scenery; while Mr Humphreys, with a charming carelessness, asked us if we had seen the rush of young fish to the surface—obviously getting out of the way of a pike. <box>696 992 826 1087</box>
paragraph: (Judges — Messrs Pantham, Lunn, and Gebbie.) <box>285 1364 415 1381</box>
paragraph: In class 17, for Romney rams above eighteen months old, Mr A. P. O'Callaghan took the prize with certainly one of the most magnificent sheep of his class ever exhibited upon a Canterbury show ground. Mr W. D. Lawrence took second honors in the same class with a deserving animal. The same exhibitor had first and second prizes in class 18, for Romney rams under eighteen months old. Both sheep were of excellent quality and breeding. In class 19, for five Romney ewes above 18 months old, Mr O'Callaghan took first prize with a pen of very superior animals. Mr Laurence's pen was awarded second prize. In class 20 for crossbreds, confined to the district, five ewes above eighteen months old, Mr J. Osborne took a first prize with a pen of half-breds. They were got by Leicester rams out of merino ewes, and so good were they that more than one good judge credited them with being three-quarter bred sheep. In class 27, for five cross-bred ewes under eighteen months old, Mr Rennie took a well-deserved first prize for a highly superior pen. Sir Reginald's exhibit secured second honors. A well-bred lot but rather low in condition. The first prize, Mr Loe took first and second honors for his two pens of fat, long-woolled wethers. They were all good, creditable butchers' sheep. Mr Hall took first prize for his pen of ten fat, long-woolled ewes, and a very prime lot they were. The same exhibitor took first prize in the class for ten fat lambs, Mr Mawson taking second honors with a pen very little inferior. The rest of the exhibits in this class were of superior quality. The particulars of the special prizes will be found in the prize list below, and, taken as a whole, the exhibition of sheep was one highly creditable to the district in every respect. <box>11 40 142 452</box>
paragraph: What a placid evening was shining all around when we hastened down to the river—the sweetbriar of the garden scenting the air, and the beautiful tints in the sky showing out the clear bosom of the Thames! We could see those two black figures down by the tall green rushes. They had apparently settled the preliminaries, and were now some dozen yards apart. <box>696 889 826 975</box>
paragraph: Mr C. Clark—£2 2s for best Cow on ground—Mr H. T. Hall's Dorcas. <box>559 1276 689 1294</box>
subheading: LINCOLN BREED (COLONIAL-BRED, UNLESS OTHERWISE SPECIFIED). <box>288 664 412 682</box>
paragraph: Class 13—For the best fat Cow; open to all comers. Four entries. 1st prize, W. Keith, fat heifer; 2nd, H. J. Hall, fat cow; highly commended, D. Moorhead, fat cow Verbena; commended, Mrs Bluett, fat cow Maggie. <box>422 555 552 607</box>
subheading: CROSS-BREED (CONFINED TO THE DISTRICT). <box>289 1081 411 1098</box>
paragraph: 'The best thing you can do is to compose your nerves with something else than sherry. You'll have to fight that young man as soon as he gets dry clothes on—you may as well make up your mind to it.' <box>696 191 826 243</box>
subheading: SPECIAL PRIZES. <box>320 1248 380 1257</box>
paragraph: Class 1—For the best Thoroughbred Entire (imported or otherwise). Three entries. 1st prize, Corbett and Flannery, Barbarian, by Traducer, out of Barbara; 2nd, L. Markey, bay horse Messenger, by Doubler, out of Judia (Tarragon's dam). <box>422 803 552 863</box>
column-4 <box>419 40 556 1596</box>
